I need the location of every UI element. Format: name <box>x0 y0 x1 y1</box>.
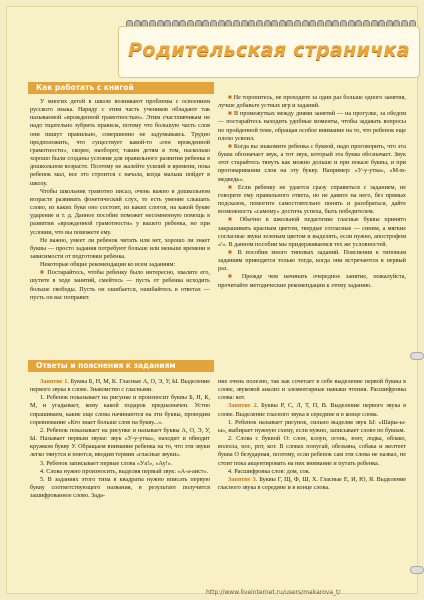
paragraph: 2. Слова с буквой О: слон, клоун, огонь, зонт, лодка, облако, волосы, нос, рот, кот. В словах попугай, обезьяна, собака и желтеет буква О безударная, поэтому, если ребенок сам эти слова не назвал, не стоит пока акцентировать на них внимание и путать ребенка. <box>218 435 406 467</box>
lesson-heading: Занятие 1. Буквы Б, Н, М, К. Гласные А, О, Э, У, Ы. Выделение первого звука в слове. Знакомство с гласными. <box>30 378 210 394</box>
paragraph: 2. Ребенок показывает на рисунке и называет буквы А, О, Э, У, Ы. Называет первым звуки: звук «У-у-утка», находит и обводит кружком букву У. Обращаем внимание ребенка на то, что эти звуки легко тянутся и поются, вводим термин «гласные звуки». <box>30 426 210 459</box>
square-bullet-icon: ■ <box>228 142 234 150</box>
left-top-column <box>30 98 210 348</box>
paragraph: Некоторые общие рекомендации ко всем заданиям: <box>40 261 176 269</box>
square-bullet-icon: ■ <box>228 248 238 256</box>
bullet-item: ■ Когда вы знакомите ребенка с буквой, надо проговорить, что эта буква обозначает звук, а тот звук, который эта буква обозначает. Звук этот старайтесь тянуть как можно дольше и при показе буквы, и при проговаривании слов на эту букву. Например: «У-у-утка», «М-м-медведь». <box>218 142 406 183</box>
lesson-heading: Занятие 3. Буквы Г, Щ, Ф, Ш, Х. Гласные Е, И, Ю, Я. Выделение гласного звука в середине и в конце слова. <box>218 475 406 492</box>
right-top-column <box>218 94 406 356</box>
bullet-item: ■ В пособии много типовых заданий. Пояснения к типовым заданиям приводятся только тогда, когда они встречаются в первый раз. <box>218 248 406 273</box>
bullet-item: ■ В промежутках между днями занятий — на прогулке, за обедом — постарайтесь находить удобные моменты, чтобы задавать вопросы по пройденной теме, обращая особое внимание на то, что ребенок еще плохо усвоил. <box>218 110 406 142</box>
footer-url[interactable]: http://www.liveinternet.ru/users/makarova_t/ <box>206 589 341 596</box>
paragraph: 5. В заданиях этого типа в квадраты нужно вписать первую букву соответствующего названия, в результате получится зашифрованное слово. Зада- <box>30 475 210 500</box>
left-bottom-column <box>30 378 210 590</box>
paragraph: ние очень полезно, так как сочетает в себе выделение первой буквы в слове, звуковой анализ и элементарные навыки чтения. Расшифровка слова: кот. <box>218 378 406 402</box>
bullet-item: ■ Если ребенку не удается сразу справиться с заданием, не говорите ему правильного ответа, но не давите на него, без прямых подсказок, помогите самостоятельно понять и разобраться, дайте возможность «самому» достичь успеха, быть победителем. <box>218 183 406 216</box>
page-title: Родительская страничка <box>128 39 410 61</box>
bullet-item: ■ Прежде чем начинать очередное занятие, пожалуйста, прочитайте методические рекомендации к этому заданию. <box>218 273 406 289</box>
paragraph: 1. Ребенок показывает на рисунке и произносит буквы Б, Н, К, М, и угадывает, кому какой подарок предназначен. Устно спрашиваем, какие еще слова начинаются на эти буквы, проводим соревнование «Кто знает больше слов на букву...». <box>30 394 210 426</box>
binding-ring-icon <box>410 566 424 574</box>
paragraph <box>30 269 210 302</box>
section-header-answers: Ответы и пояснения к заданиям <box>28 360 214 372</box>
right-bottom-column <box>218 378 406 590</box>
square-bullet-icon: ■ <box>228 183 238 191</box>
paragraph: У многих детей в школе возникают проблемы с освоением русского языка. Наряду с этим часть учеников обладают так называемой «врожденной грамотностью». Этим счастливчикам не надо тщательно зубрить правила, потому что большую часть слов они пишут правильно, совершенно не задумываясь. Трудно предположить, что существует какой-то «ген врожденной грамотности», скорее, наоборот, таким детям в том, насколько хорошо были созданы условия для правильного развития ребенка в дошкольном возрасте. Поэтому не жалейте усилий и времени, пока ребенок мал, все это строится с начала, когда малыш пойдет в школу. <box>30 98 210 187</box>
bullet-text: Постарайтесь, чтобы ребенку было интересно, хвалите его, шутите в ходе занятий, смейтесь — пусть от ребенка исходить больше свободы. Пусть он ошибается, ошибайтесь в ответах — пусть он вас поправит. <box>30 269 210 301</box>
section-header-how-to-work: Как работать с книгой <box>28 82 214 94</box>
paragraph: 1. Ребенок называет рисунок, сильно выделяя звук Ы: «Шары-ы-ы», выбирает нужную схему, если нужно, записывает слово по буквам. <box>218 418 406 434</box>
lesson-heading: Занятие 2. Буквы Р, С, Л, Т, П, В. Выделение первого звука в слове. Выделение гласного звука в середине и в конце слова. <box>218 402 406 418</box>
paragraph: Чтобы школьник грамотно писал, очень важно в дошкольном возрасте развивать фонетический слух, то есть умение слышать слово, из каких букв оно состоит, из каких слогов, на какой букве ударение и т. д. Данное пособие поможет несомненную помощь в развитии «врожденной грамотности» у вашего ребенка, но при условии, что вы поможете ему. <box>30 187 210 236</box>
square-bullet-icon: ■ <box>228 273 242 281</box>
square-bullet-icon: ■ <box>228 94 234 101</box>
square-bullet-icon: ■ <box>228 216 240 224</box>
binding-ring-icon <box>410 352 424 360</box>
square-bullet-icon: ■ <box>228 110 235 118</box>
bullet-item: ■ Обычно в школьной педагогике гласные буквы принято закрашивать красным цветом, твердые согласные — синим, а мягкие согласные звуки зеленым цветом и выделять, если нужно, апострофом «'». В данном пособии мы придерживаемся тех же условностей. <box>218 216 406 248</box>
title-card <box>118 26 420 78</box>
paragraph: 4. Расшифровка слов: дом, сок. <box>228 467 311 475</box>
paragraph: Не важно, умеет ли ребенок читать или нет, хорошо ли знает буквы — просто задания потребуют больше или меньше времени в зависимости от подготовки ребенка. <box>30 236 210 260</box>
square-bullet-icon: ■ <box>40 269 48 277</box>
paragraph: 4. Слова нужно произносить, выделяя первый звук: «А-а-аист». <box>40 467 209 475</box>
page <box>6 6 418 594</box>
bullet-item: ■ Не торопитесь, не проходите за один раз больше одного занятия, лучше добавьте устных игр и заданий. <box>218 94 406 110</box>
paragraph: 3. Ребенок записывает первые слова «Уа!», «Ау!». <box>40 459 173 467</box>
